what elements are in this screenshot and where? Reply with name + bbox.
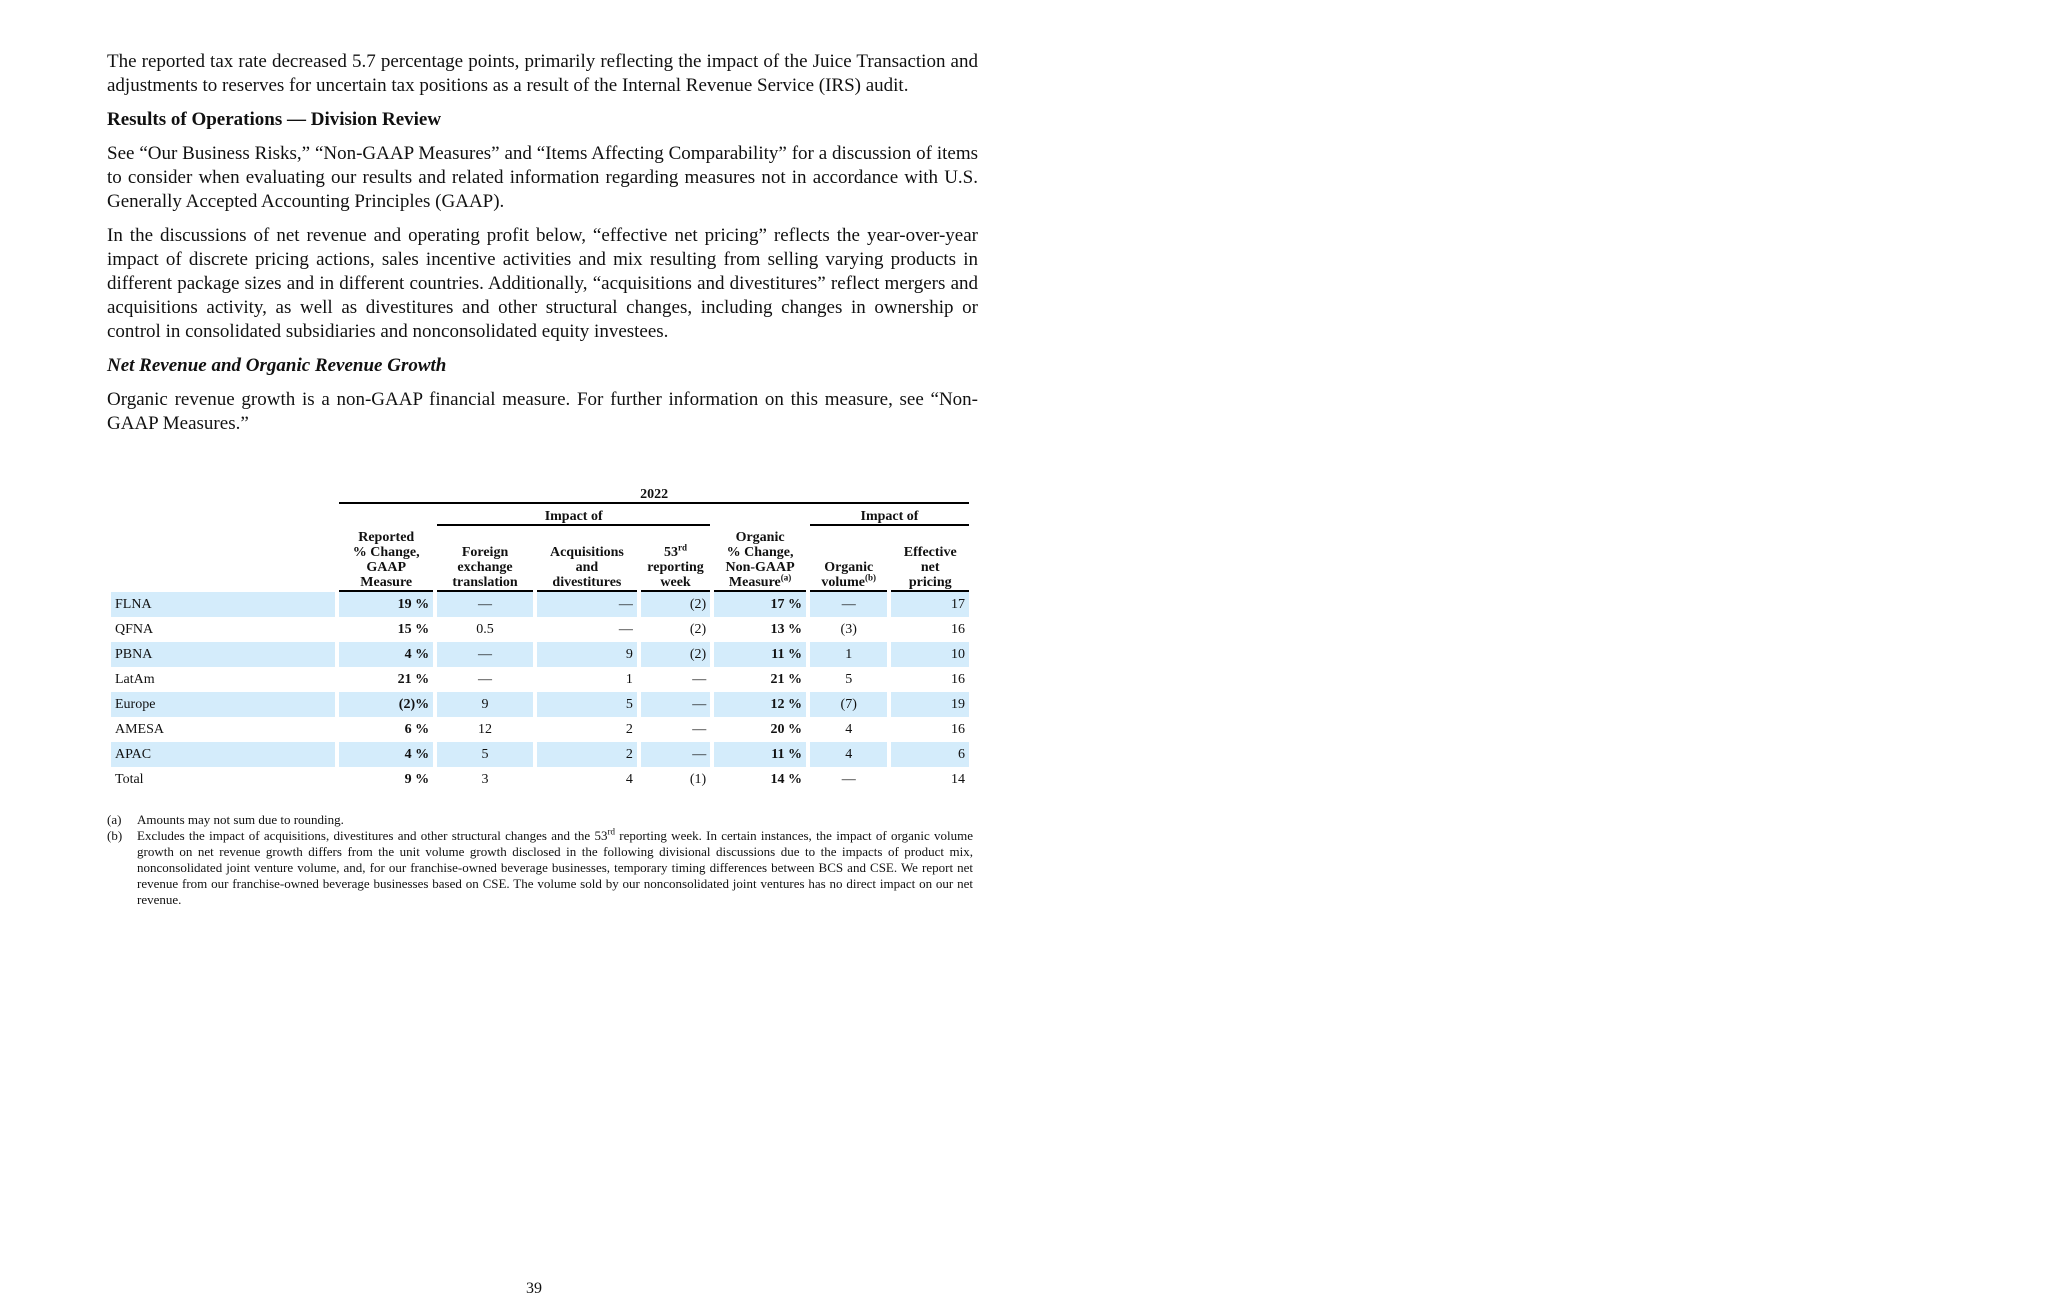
cell-53rd-week: —: [692, 672, 707, 687]
table-row: [111, 617, 969, 642]
cell-effective-net-pricing: 14: [951, 772, 965, 787]
division-revenue-table: [107, 482, 973, 792]
table-row: [111, 767, 969, 792]
table-row: [111, 692, 969, 717]
table-row: [111, 742, 969, 767]
cell-organic-volume: —: [841, 772, 856, 787]
document-body: [107, 50, 978, 446]
cell-53rd-week: (2): [689, 622, 707, 637]
cell-53rd-week: —: [641, 692, 710, 717]
cell-effective-net-pricing: 16: [951, 672, 965, 687]
cell-reported-change: 4 %: [339, 642, 433, 667]
paragraph-business-risks: See “Our Business Risks,” “Non-GAAP Measures” and “Items Affecting Comparability” for a discussion of items to consider when evaluating our results and related information regarding measures not in accordance with U.S. Generally Accepted Accounting Principles (GAAP).: [107, 143, 978, 212]
paragraph-organic-revenue: Organic revenue growth is a non-GAAP financial measure. For further information on this measure, see “Non-GAAP Measures.”: [107, 389, 978, 434]
cell-organic-volume: (3): [840, 622, 857, 637]
cell-division-name: Europe: [111, 692, 335, 717]
cell-organic-volume: —: [810, 592, 887, 617]
cell-organic-change: 21 %: [770, 672, 802, 687]
cell-division-name: AMESA: [115, 722, 165, 737]
cell-reported-change: 19 %: [339, 592, 433, 617]
cell-53rd-week: (1): [689, 772, 707, 787]
cell-foreign-exchange: 5: [437, 742, 533, 767]
cell-division-name: PBNA: [111, 642, 335, 667]
cell-acquisitions: —: [618, 622, 633, 637]
cell-organic-volume: 5: [845, 672, 853, 687]
cell-acquisitions: 4: [625, 772, 633, 787]
cell-53rd-week: (2): [641, 592, 710, 617]
impact-of-header-1: Impact of: [437, 504, 710, 526]
table-row: [111, 717, 969, 742]
footnote-a: (a) Amounts may not sum due to rounding.: [107, 812, 344, 827]
cell-53rd-week: —: [641, 742, 710, 767]
cell-organic-volume: (7): [810, 692, 887, 717]
cell-acquisitions: 2: [625, 722, 633, 737]
table-row: [111, 642, 969, 667]
cell-foreign-exchange: 3: [481, 772, 489, 787]
cell-acquisitions: 1: [625, 672, 633, 687]
cell-effective-net-pricing: 19: [891, 692, 969, 717]
col-header-foreign-exchange: Foreign exchange translation: [437, 526, 533, 592]
cell-effective-net-pricing: 16: [951, 622, 965, 637]
heading-results-of-operations: Results of Operations — Division Review: [107, 109, 442, 130]
cell-53rd-week: —: [692, 722, 707, 737]
cell-acquisitions: 2: [537, 742, 637, 767]
cell-division-name: QFNA: [115, 622, 154, 637]
footnotes: [107, 812, 973, 908]
cell-acquisitions: —: [537, 592, 637, 617]
col-header-organic-change: Organic % Change, Non-GAAP Measure$^{(a)}$: [714, 526, 806, 592]
paragraph-tax-rate: The reported tax rate decreased 5.7 percentage points, primarily reflecting the impact of the Juice Transaction and adjustments to reserves for uncertain tax positions as a result of the Internal Revenue Service (IRS) audit.: [107, 51, 978, 96]
cell-organic-change: 14 %: [770, 772, 802, 787]
table-year-header: 2022: [339, 482, 969, 504]
footnote-b: (b) Excludes the impact of acquisitions, divestitures and other structural changes and the 53rd reporting week. In certain instances, the impact of organic volume growth on net revenue growth differs from the unit volume growth disclosed in the following divisional discussions due to the impacts of product mix, nonconsolidated joint venture volume, and, for our franchise-owned beverage businesses, temporary timing differences between BCS and CSE. We report net revenue from our franchise-owned beverage businesses based on CSE. The volume sold by our nonconsolidated joint ventures has no direct impact on our net revenue.: [107, 826, 974, 907]
cell-effective-net-pricing: 6: [891, 742, 969, 767]
cell-organic-volume: 4: [845, 722, 853, 737]
paragraph-effective-net-pricing: In the discussions of net revenue and operating profit below, “effective net pricing” reflects the year-over-year impact of discrete pricing actions, sales incentive activities and mix resulting from selling varying products in different package sizes and in different countries. Additionally, “acquisitions and divestitures” reflect mergers and acquisitions activity, as well as divestitures and other structural changes, including changes in ownership or control in consolidated subsidiaries and nonconsolidated equity investees.: [107, 225, 978, 342]
cell-reported-change: 9 %: [404, 772, 430, 787]
cell-organic-change: 11 %: [714, 742, 806, 767]
cell-foreign-exchange: 9: [437, 692, 533, 717]
cell-effective-net-pricing: 17: [891, 592, 969, 617]
col-header-acquisitions: Acquisitions and divestitures: [537, 526, 637, 592]
cell-division-name: APAC: [111, 742, 335, 767]
cell-foreign-exchange: 12: [478, 722, 493, 737]
cell-organic-change: 11 %: [714, 642, 806, 667]
cell-acquisitions: 5: [537, 692, 637, 717]
cell-effective-net-pricing: 10: [891, 642, 969, 667]
cell-reported-change: (2)%: [339, 692, 433, 717]
cell-reported-change: 4 %: [339, 742, 433, 767]
table-row: [111, 592, 969, 617]
table-row: [111, 667, 969, 692]
cell-organic-volume: 1: [810, 642, 887, 667]
col-header-effective-net-pricing: Effective net pricing: [891, 526, 969, 592]
cell-foreign-exchange: —: [478, 672, 493, 687]
cell-acquisitions: 9: [537, 642, 637, 667]
cell-effective-net-pricing: 16: [951, 722, 965, 737]
cell-organic-change: 12 %: [714, 692, 806, 717]
col-header-53rd-week: 53rd reporting week: [641, 526, 710, 592]
cell-organic-change: 13 %: [770, 622, 802, 637]
col-header-organic-volume: Organic volume$^{(b)}$: [810, 526, 887, 592]
cell-division-name: LatAm: [115, 672, 155, 687]
cell-organic-volume: 4: [810, 742, 887, 767]
cell-foreign-exchange: 0.5: [476, 622, 494, 637]
cell-organic-change: 17 %: [714, 592, 806, 617]
heading-net-revenue: Net Revenue and Organic Revenue Growth: [107, 355, 447, 376]
cell-reported-change: 21 %: [397, 672, 430, 687]
table-body: [111, 592, 969, 792]
cell-reported-change: 6 %: [404, 722, 430, 737]
page-number: 39: [526, 1280, 542, 1297]
cell-organic-change: 20 %: [770, 722, 802, 737]
col-header-reported: Reported % Change, GAAP Measure: [339, 526, 433, 592]
cell-division-name: FLNA: [111, 592, 335, 617]
cell-foreign-exchange: —: [437, 642, 533, 667]
cell-foreign-exchange: —: [437, 592, 533, 617]
cell-division-name: Total: [115, 772, 144, 787]
impact-of-header-2: Impact of: [810, 504, 969, 526]
cell-reported-change: 15 %: [397, 622, 430, 637]
cell-53rd-week: (2): [641, 642, 710, 667]
